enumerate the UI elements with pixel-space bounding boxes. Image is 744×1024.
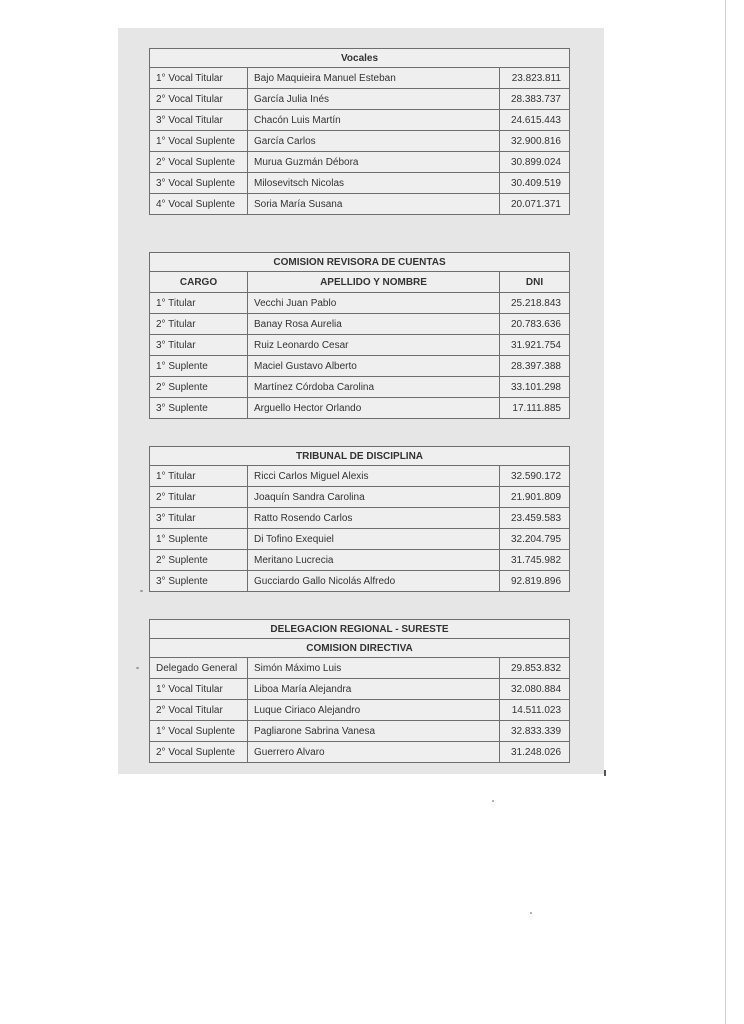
dni-cell: 14.511.023 (500, 700, 570, 721)
table-row (150, 335, 570, 356)
table-row (150, 377, 570, 398)
dni-cell: 30.409.519 (500, 173, 570, 194)
dni-cell: 32.900.816 (500, 131, 570, 152)
vocales-table (149, 48, 570, 215)
scan-speck (492, 800, 494, 802)
nombre-cell: Soria María Susana (248, 194, 500, 215)
dni-cell: 23.459.583 (500, 508, 570, 529)
table-row (150, 314, 570, 335)
table-row (150, 679, 570, 700)
dni-cell: 32.590.172 (500, 466, 570, 487)
table-row (150, 194, 570, 215)
tribunal-title: TRIBUNAL DE DISCIPLINA (150, 447, 570, 466)
dni-cell: 20.071.371 (500, 194, 570, 215)
cargo-cell: 1° Suplente (150, 529, 248, 550)
table-row (150, 110, 570, 131)
nombre-cell: Simón Máximo Luis (248, 658, 500, 679)
nombre-cell: Martínez Córdoba Carolina (248, 377, 500, 398)
table-row (150, 658, 570, 679)
table-row (150, 571, 570, 592)
dni-cell: 32.833.339 (500, 721, 570, 742)
nombre-cell: Di Tofino Exequiel (248, 529, 500, 550)
cargo-cell: 2° Vocal Suplente (150, 742, 248, 763)
nombre-cell: Bajo Maquieira Manuel Esteban (248, 68, 500, 89)
nombre-cell: Liboa María Alejandra (248, 679, 500, 700)
table-row (150, 356, 570, 377)
nombre-cell: Ricci Carlos Miguel Alexis (248, 466, 500, 487)
dni-cell: 30.899.024 (500, 152, 570, 173)
nombre-cell: Gucciardo Gallo Nicolás Alfredo (248, 571, 500, 592)
tribunal-table (149, 446, 570, 592)
cargo-cell: 3° Vocal Suplente (150, 173, 248, 194)
table-row (150, 293, 570, 314)
revisora-table (149, 252, 570, 419)
nombre-cell: Vecchi Juan Pablo (248, 293, 500, 314)
nombre-cell: Banay Rosa Aurelia (248, 314, 500, 335)
dni-cell: 33.101.298 (500, 377, 570, 398)
delegacion-title: DELEGACION REGIONAL - SURESTE (150, 620, 570, 639)
dni-cell: 32.204.795 (500, 529, 570, 550)
cargo-cell: 2° Titular (150, 314, 248, 335)
column-header-nombre: APELLIDO Y NOMBRE (248, 272, 500, 293)
nombre-cell: García Julia Inés (248, 89, 500, 110)
dni-cell: 23.823.811 (500, 68, 570, 89)
cargo-cell: 2° Vocal Suplente (150, 152, 248, 173)
delegacion-subtitle: COMISION DIRECTIVA (150, 639, 570, 658)
nombre-cell: Pagliarone Sabrina Vanesa (248, 721, 500, 742)
table-row (150, 487, 570, 508)
table-row (150, 550, 570, 571)
cargo-cell: 2° Suplente (150, 550, 248, 571)
dni-cell: 31.248.026 (500, 742, 570, 763)
cargo-cell: 1° Titular (150, 293, 248, 314)
nombre-cell: Luque Ciriaco Alejandro (248, 700, 500, 721)
nombre-cell: Joaquín Sandra Carolina (248, 487, 500, 508)
cargo-cell: 3° Suplente (150, 398, 248, 419)
nombre-cell: Ruiz Leonardo Cesar (248, 335, 500, 356)
scan-speck (136, 667, 139, 669)
table-row (150, 508, 570, 529)
table-row (150, 398, 570, 419)
scan-speck (604, 770, 606, 776)
dni-cell: 25.218.843 (500, 293, 570, 314)
column-header-dni: DNI (500, 272, 570, 293)
nombre-cell: Ratto Rosendo Carlos (248, 508, 500, 529)
cargo-cell: Delegado General (150, 658, 248, 679)
nombre-cell: Meritano Lucrecia (248, 550, 500, 571)
dni-cell: 17.111.885 (500, 398, 570, 419)
nombre-cell: García Carlos (248, 131, 500, 152)
dni-cell: 24.615.443 (500, 110, 570, 131)
table-row (150, 89, 570, 110)
cargo-cell: 3° Vocal Titular (150, 110, 248, 131)
cargo-cell: 3° Suplente (150, 571, 248, 592)
scan-speck (140, 590, 143, 592)
cargo-cell: 4° Vocal Suplente (150, 194, 248, 215)
table-row (150, 529, 570, 550)
nombre-cell: Milosevitsch Nicolas (248, 173, 500, 194)
table-row (150, 131, 570, 152)
table-row (150, 721, 570, 742)
cargo-cell: 3° Titular (150, 335, 248, 356)
cargo-cell: 2° Vocal Titular (150, 89, 248, 110)
dni-cell: 20.783.636 (500, 314, 570, 335)
table-row (150, 152, 570, 173)
cargo-cell: 2° Vocal Titular (150, 700, 248, 721)
vocales-title: Vocales (150, 49, 570, 68)
cargo-cell: 2° Titular (150, 487, 248, 508)
table-row (150, 173, 570, 194)
dni-cell: 92.819.896 (500, 571, 570, 592)
table-row (150, 742, 570, 763)
column-header-cargo: CARGO (150, 272, 248, 293)
scan-speck (530, 912, 532, 914)
table-row (150, 68, 570, 89)
cargo-cell: 1° Suplente (150, 356, 248, 377)
nombre-cell: Chacón Luis Martín (248, 110, 500, 131)
dni-cell: 31.745.982 (500, 550, 570, 571)
dni-cell: 32.080.884 (500, 679, 570, 700)
nombre-cell: Murua Guzmán Débora (248, 152, 500, 173)
cargo-cell: 1° Vocal Suplente (150, 131, 248, 152)
delegacion-table (149, 619, 570, 763)
dni-cell: 31.921.754 (500, 335, 570, 356)
cargo-cell: 1° Vocal Suplente (150, 721, 248, 742)
dni-cell: 28.383.737 (500, 89, 570, 110)
table-row (150, 466, 570, 487)
nombre-cell: Maciel Gustavo Alberto (248, 356, 500, 377)
cargo-cell: 3° Titular (150, 508, 248, 529)
nombre-cell: Guerrero Alvaro (248, 742, 500, 763)
cargo-cell: 1° Vocal Titular (150, 679, 248, 700)
cargo-cell: 1° Vocal Titular (150, 68, 248, 89)
dni-cell: 21.901.809 (500, 487, 570, 508)
page-edge (725, 0, 726, 1024)
cargo-cell: 1° Titular (150, 466, 248, 487)
nombre-cell: Arguello Hector Orlando (248, 398, 500, 419)
cargo-cell: 2° Suplente (150, 377, 248, 398)
table-row (150, 700, 570, 721)
revisora-title: COMISION REVISORA DE CUENTAS (150, 253, 570, 272)
dni-cell: 28.397.388 (500, 356, 570, 377)
dni-cell: 29.853.832 (500, 658, 570, 679)
